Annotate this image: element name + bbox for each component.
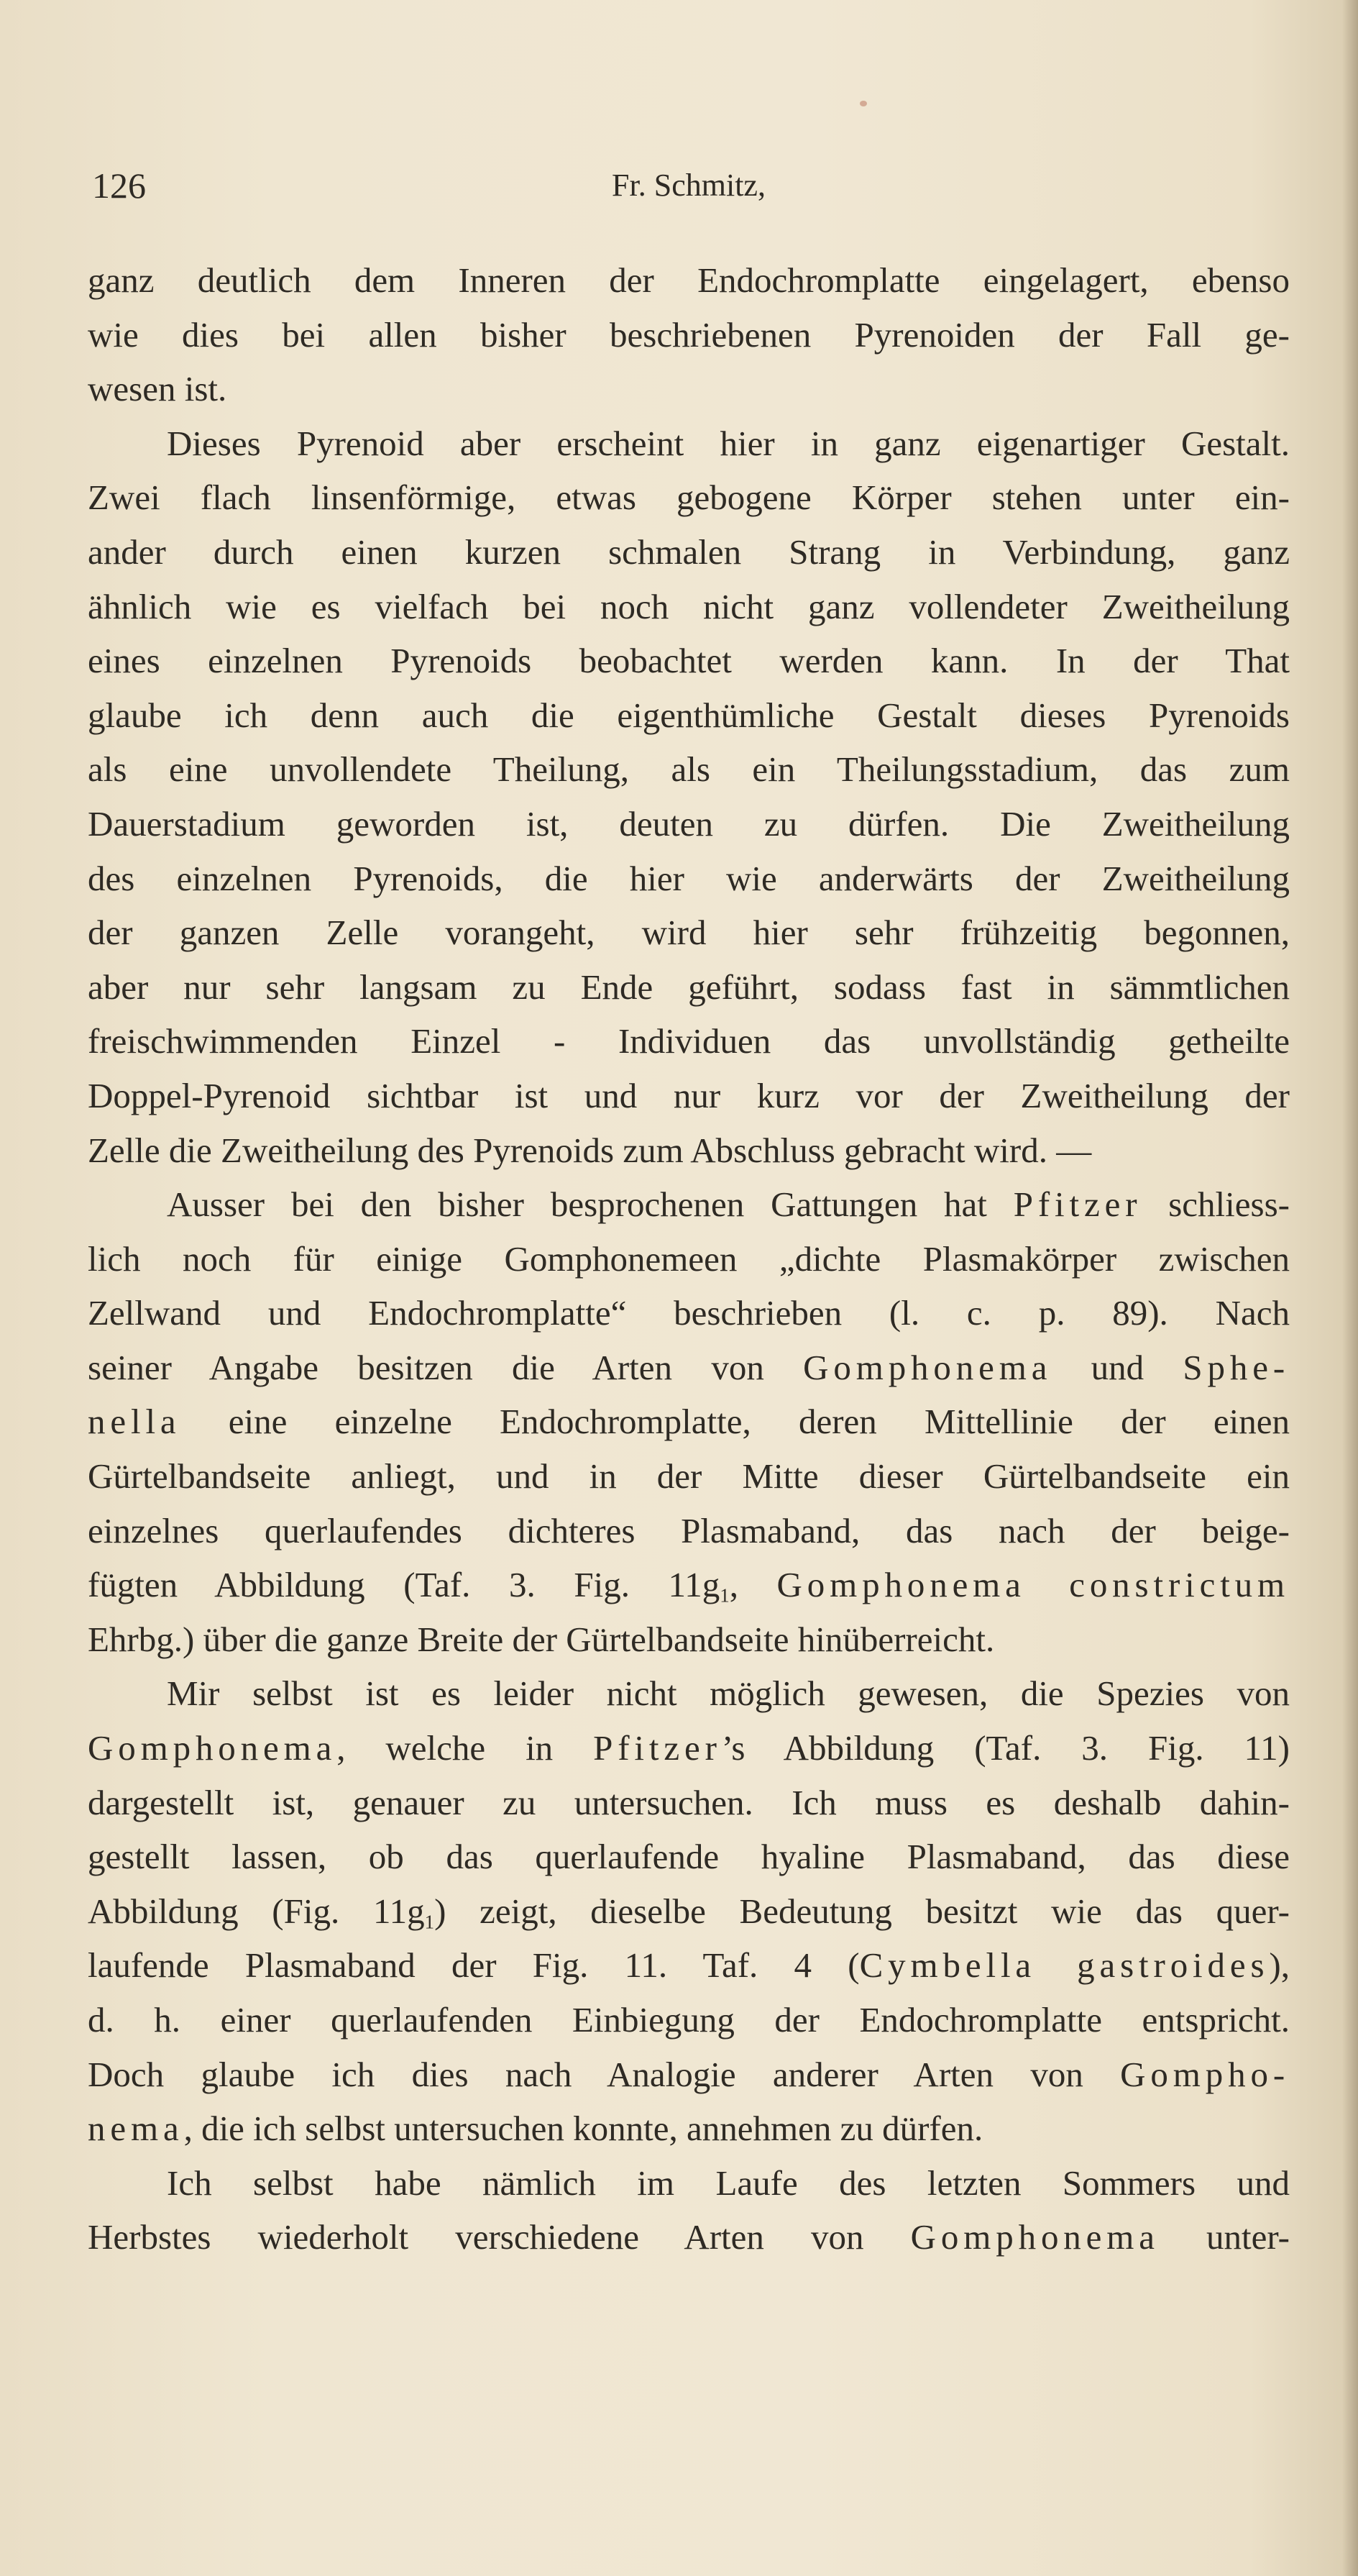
text-run: fügten Abbildung (Taf. 3. Fig. 11g: [88, 1565, 720, 1605]
species-name: Gomphonema constrictum: [776, 1565, 1290, 1605]
text-line: Gürtelbandseite anliegt, und in der Mitte dieser Gürtelbandseite ein: [88, 1456, 1290, 1497]
text-line: des einzelnen Pyrenoids, die hier wie anderwärts der Zweitheilung: [88, 858, 1290, 898]
text-run: Doch glaube ich dies nach Analogie anderer Arten von: [88, 2054, 1121, 2094]
text-line: wie dies bei allen bisher beschriebenen Pyrenoiden der Fall ge-: [88, 314, 1290, 355]
text-line: Dauerstadium geworden ist, deuten zu dürfen. Die Zweitheilung: [88, 803, 1290, 844]
text-line: [88, 1884, 1290, 1939]
author-name: Pfitzer: [593, 1728, 722, 1768]
genus-name: Gompho-: [1120, 2054, 1290, 2094]
ink-spot: [860, 101, 867, 106]
genus-name: nella: [88, 1402, 181, 1442]
text-line: Dieses Pyrenoid aber erscheint hier in ganz eigenartiger Gestalt.: [167, 423, 1290, 463]
text-run: eine einzelne Endochromplatte, deren Mittellinie der einen: [180, 1402, 1290, 1442]
text-line: Ehrbg.) über die ganze Breite der Gürtelbandseite hinüberreicht.: [88, 1619, 995, 1659]
text-line: [88, 2101, 1290, 2156]
text-run: unter-: [1159, 2217, 1290, 2257]
text-run: ),: [1269, 1945, 1290, 1986]
text-line: wesen ist.: [88, 369, 227, 409]
species-name: Cymbella gastroides: [859, 1945, 1270, 1986]
text-line: [88, 1177, 1290, 1232]
genus-name: nema: [88, 2109, 184, 2149]
text-run: und: [1052, 1347, 1183, 1387]
text-run: , die ich selbst untersuchen konnte, annehmen zu dürfen.: [183, 2109, 983, 2149]
text-line: [88, 1558, 1290, 1612]
text-line: der ganzen Zelle vorangeht, wird hier sehr frühzeitig begonnen,: [88, 913, 1290, 953]
text-run: schliess-: [1142, 1184, 1290, 1225]
text-line: Zelle die Zweitheilung des Pyrenoids zum Abschluss gebracht wird. —: [88, 1130, 1092, 1170]
text-line: dargestellt ist, genauer zu untersuchen. Ich muss es deshalb dahin-: [88, 1782, 1290, 1822]
text-line: freischwimmenden Einzel - Individuen das unvollständig getheilte: [88, 1021, 1290, 1061]
genus-name: Sphe-: [1183, 1347, 1290, 1387]
text-run: , welche in: [336, 1728, 594, 1768]
genus-name: Gomphonema: [803, 1347, 1052, 1387]
text-line: [88, 1938, 1290, 1993]
author-name: Pfitzer: [1013, 1184, 1142, 1225]
page-number: 126: [92, 165, 146, 206]
text-line: ähnlich wie es vielfach bei noch nicht ganz vollendeter Zweitheilung: [88, 586, 1290, 626]
text-line: [88, 1394, 1290, 1449]
text-line: Zellwand und Endochromplatte“ beschrieben (l. c. p. 89). Nach: [88, 1293, 1290, 1333]
text-line: aber nur sehr langsam zu Ende geführt, sodass fast in sämmtlichen: [88, 967, 1290, 1007]
subscript: 1: [720, 1584, 730, 1607]
text-run: ,: [729, 1565, 777, 1605]
text-line: [88, 2047, 1290, 2102]
page-header: [92, 157, 1285, 214]
text-line: ander durch einen kurzen schmalen Strang in Verbindung, ganz: [88, 531, 1290, 572]
text-line: als eine unvollendete Theilung, als ein Theilungsstadium, das zum: [88, 749, 1290, 790]
text-run: Herbstes wiederholt verschiedene Arten von: [88, 2217, 911, 2257]
text-line: Ich selbst habe nämlich im Laufe des letzten Sommers und: [167, 2162, 1290, 2203]
text-run: laufende Plasmaband der Fig. 11. Taf. 4 (: [88, 1945, 860, 1986]
text-line: [88, 1340, 1290, 1395]
text-run: Abbildung (Fig. 11g: [88, 1891, 425, 1931]
running-head: Fr. Schmitz,: [612, 168, 766, 203]
text-line: d. h. einer querlaufenden Einbiegung der Endochromplatte entspricht.: [88, 2000, 1290, 2040]
text-line: ganz deutlich dem Inneren der Endochromplatte eingelagert, ebenso: [88, 260, 1290, 300]
text-run: ’s Abbildung (Taf. 3. Fig. 11): [721, 1728, 1290, 1768]
text-run: seiner Angabe besitzen die Arten von: [88, 1347, 804, 1387]
genus-name: Gomphonema: [88, 1728, 337, 1768]
text-line: glaube ich denn auch die eigenthümliche Gestalt dieses Pyrenoids: [88, 695, 1290, 735]
text-line: Doppel-Pyrenoid sichtbar ist und nur kurz vor der Zweitheilung der: [88, 1075, 1290, 1115]
text-line: gestellt lassen, ob das querlaufende hyaline Plasmaband, das diese: [88, 1837, 1290, 1877]
text-run: ) zeigt, dieselbe Bedeutung besitzt wie das quer-: [434, 1891, 1290, 1931]
text-line: [88, 2210, 1290, 2265]
text-run: Ausser bei den bisher besprochenen Gattungen hat: [167, 1184, 1014, 1225]
text-line: lich noch für einige Gomphonemeen „dichte Plasmakörper zwischen: [88, 1238, 1290, 1279]
text-line: einzelnes querlaufendes dichteres Plasmaband, das nach der beige-: [88, 1510, 1290, 1550]
text-line: Mir selbst ist es leider nicht möglich gewesen, die Spezies von: [167, 1673, 1290, 1714]
page-edge-shadow: [1342, 0, 1358, 2576]
text-line: [88, 1721, 1290, 1776]
subscript: 1: [424, 1911, 435, 1933]
text-line: Zwei flach linsenförmige, etwas gebogene Körper stehen unter ein-: [88, 478, 1290, 518]
body-text: [88, 253, 1290, 2265]
genus-name: Gomphonema: [910, 2217, 1160, 2257]
text-line: eines einzelnen Pyrenoids beobachtet werden kann. In der That: [88, 641, 1290, 681]
